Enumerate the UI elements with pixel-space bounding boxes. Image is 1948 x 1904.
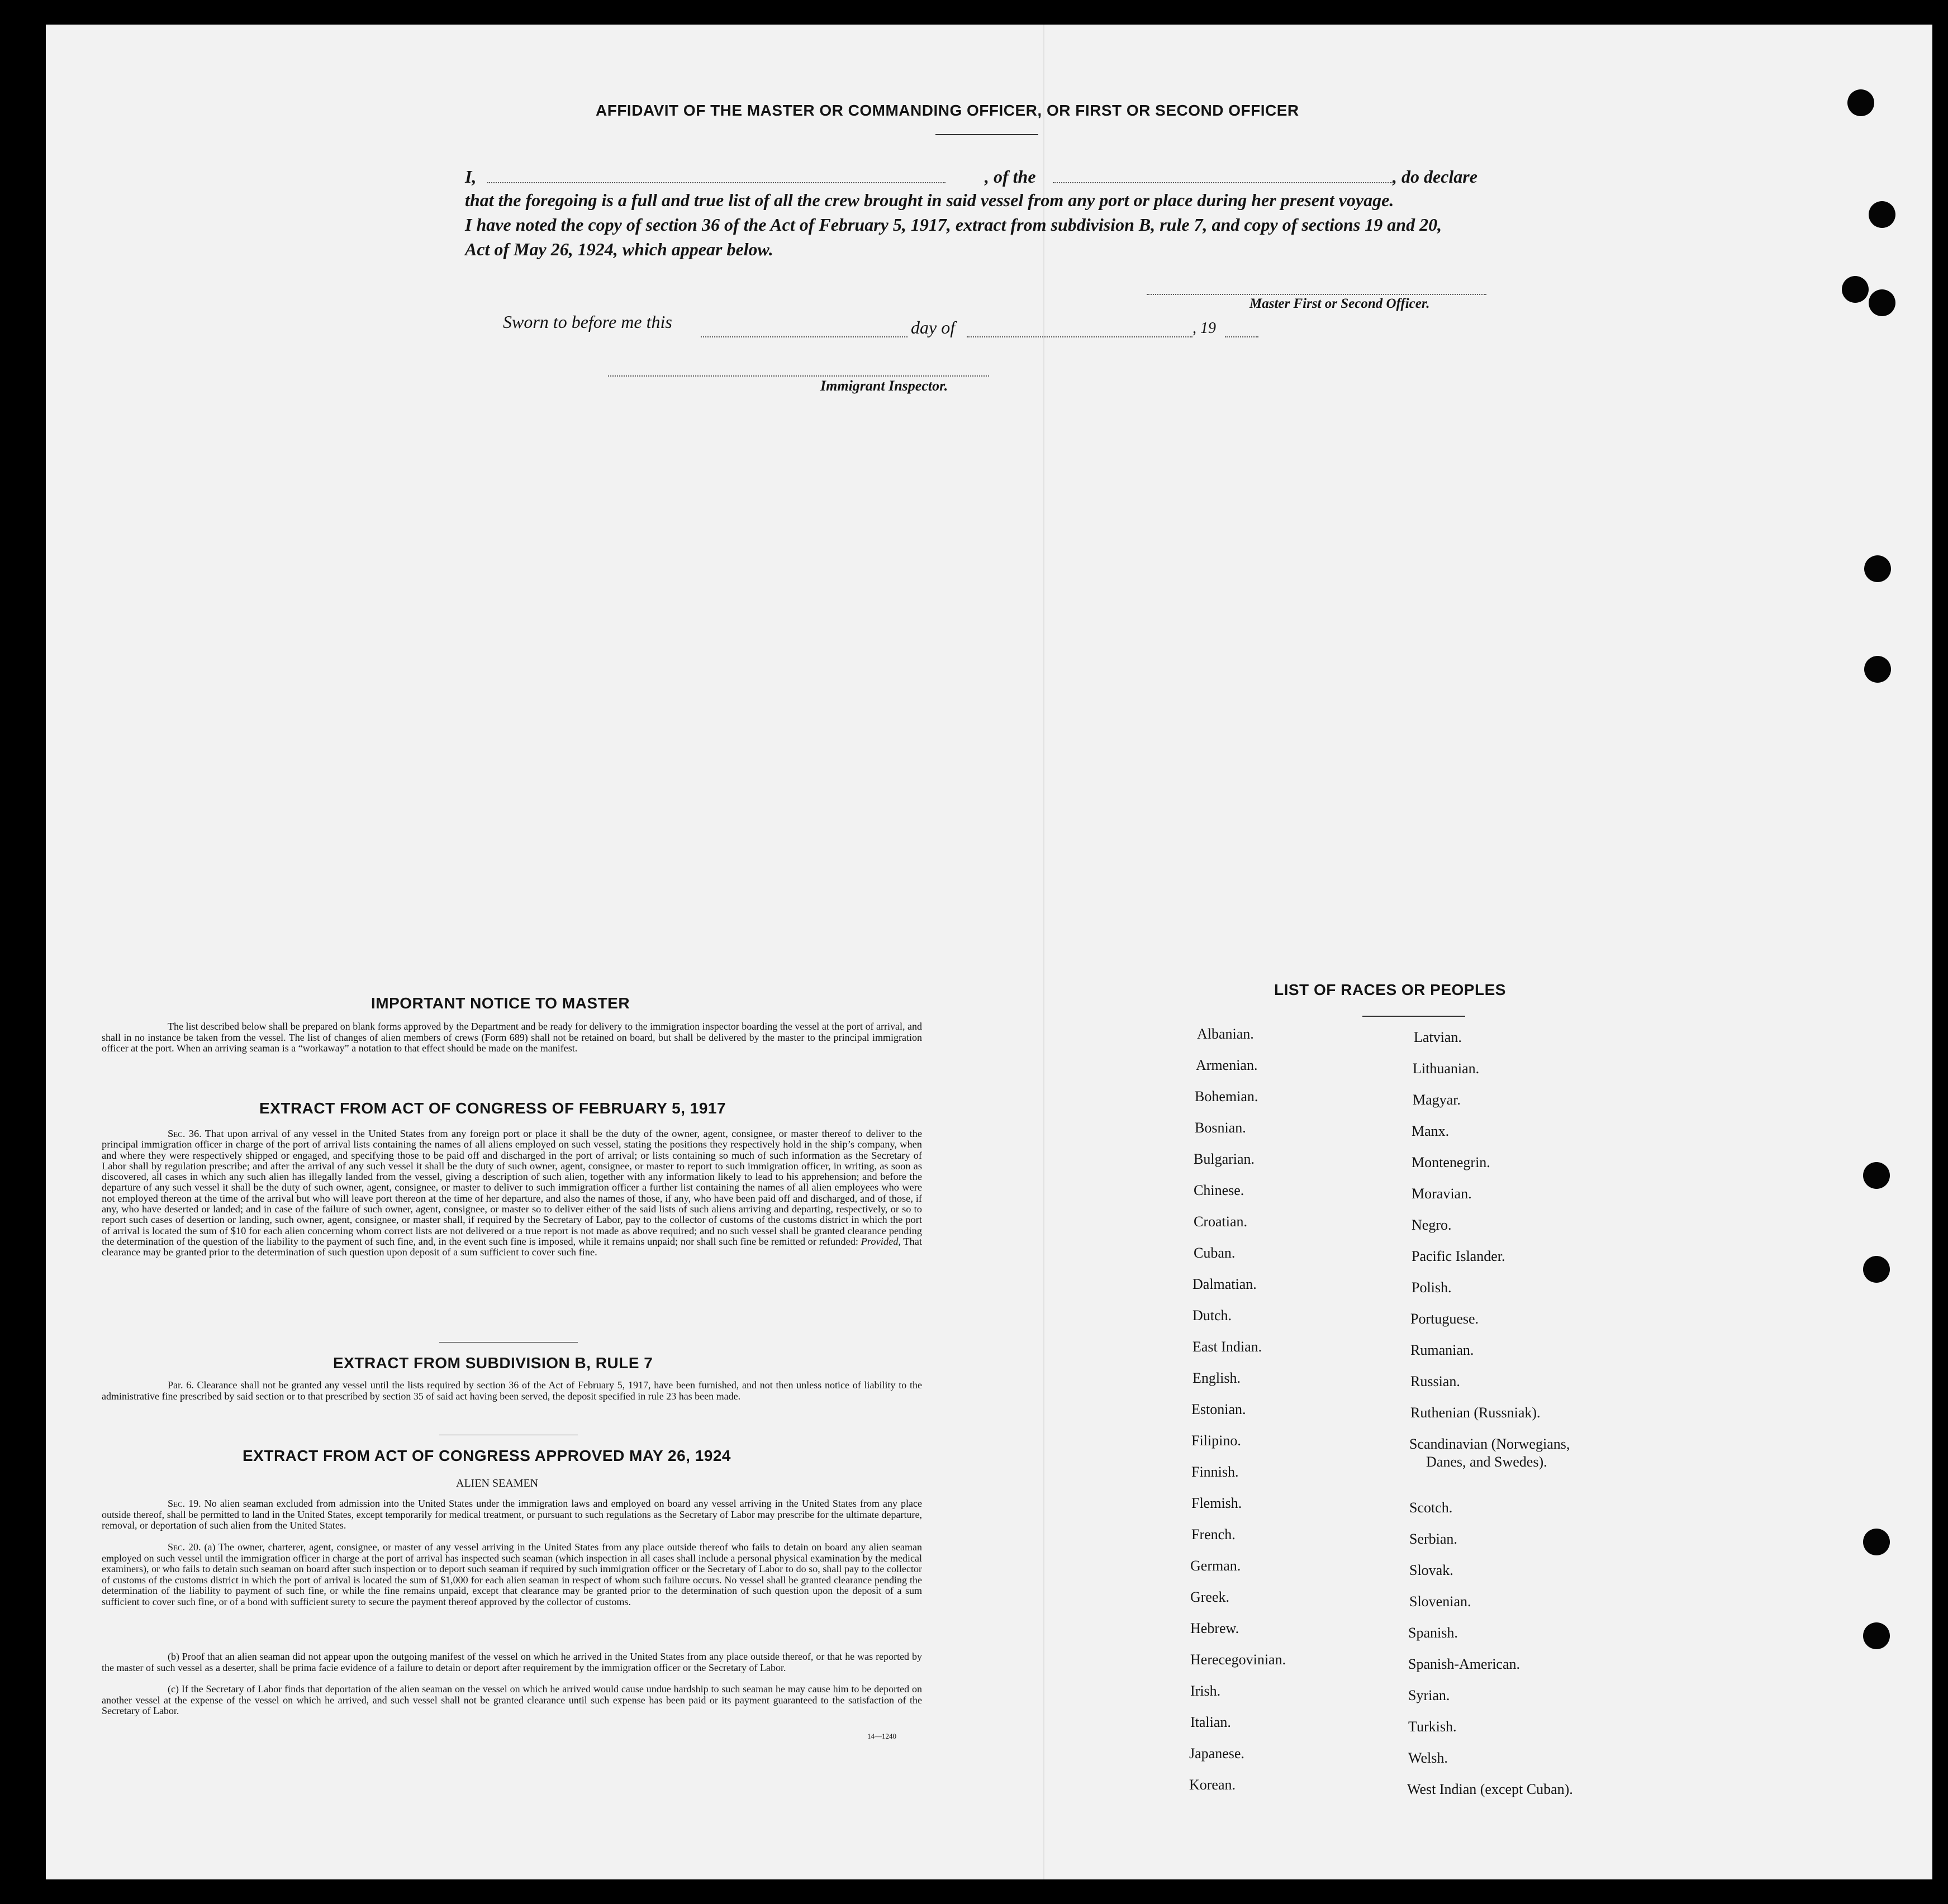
race-item: Moravian.: [1412, 1186, 1472, 1202]
race-item: Portuguese.: [1410, 1311, 1479, 1327]
races-title-rule: [1362, 1016, 1465, 1017]
race-item: Welsh.: [1408, 1750, 1448, 1766]
race-item: Flemish.: [1191, 1495, 1242, 1511]
provided-word: Provided,: [861, 1235, 901, 1247]
notice-body: The list described below shall be prepared on blank forms approved by the Department and be ready for delivery to the immigration inspector boarding the vessel at the port of arrival, and shall in no instance be taken from the vessel. The list of changes of alien members of crews (Form 689) shall not be retained on board, but shall be delivered by the master to the principal immigration officer at the port. When an arriving seaman is a “workaway” a notation to that effect should be made on the manifest.: [102, 1021, 922, 1054]
race-item: Magyar.: [1413, 1092, 1461, 1108]
section-20b-body: (b) Proof that an alien seaman did not appear upon the outgoing manifest of the vessel on which he arrived in the United States from any place outside thereof, or that he was reported by the master of such vessel as a deserter, shall be prima facie evidence of a failure to detain or deport after requirement by the immigration officer or the Secretary of Labor.: [102, 1651, 922, 1673]
race-item: Greek.: [1190, 1589, 1230, 1605]
section-20a-body: [102, 1542, 922, 1608]
extract-1924-title: EXTRACT FROM ACT OF CONGRESS APPROVED MAY 26, 1924: [243, 1447, 731, 1464]
race-item: Spanish.: [1408, 1625, 1458, 1641]
title-rule: [935, 134, 1038, 135]
section-19-text: No alien seaman excluded from admission into the United States under the immigration laws and employed on board any vessel arriving in the United States from any place outside thereof, shall be permitted to land in the United States, except temporarily for medical treatment, or pursuant to such regulations as the Secretary of Labor may prescribe for the ultimate departure, removal, or deportation of such alien from the United States.: [102, 1498, 923, 1531]
sworn-day-field[interactable]: [701, 336, 908, 337]
extract-rule7-body: Par. 6. Clearance shall not be granted any vessel until the lists required by section 36 of the Act of February 5, 1917, have been furnished, and not then unless notice of liability to the administrative fine prescribed by said section or to that prescribed by section 35 of said act having been served, the deposit specified in rule 23 has been made.: [102, 1379, 922, 1402]
race-item: Dalmatian.: [1192, 1276, 1257, 1292]
section-20-label: Sec. 20.: [168, 1541, 201, 1553]
punch-hole: [1869, 289, 1895, 316]
race-item: Montenegrin.: [1412, 1154, 1490, 1170]
race-item: Albanian.: [1197, 1026, 1254, 1042]
race-item: Russian.: [1410, 1373, 1460, 1389]
race-item: Lithuanian.: [1413, 1060, 1480, 1077]
race-item: Polish.: [1412, 1279, 1452, 1296]
declaration-line-1: that the foregoing is a full and true list of all the crew brought in said vessel from any port or place during her present voyage.: [465, 190, 1394, 210]
extract-1917-title: EXTRACT FROM ACT OF CONGRESS OF FEBRUARY 5, 1917: [259, 1099, 726, 1117]
race-item: Irish.: [1190, 1683, 1221, 1699]
divider-rule: [439, 1342, 578, 1343]
form-number: 14—1240: [867, 1732, 896, 1740]
race-item: Slovak.: [1409, 1562, 1453, 1578]
master-name-field[interactable]: [487, 182, 946, 183]
race-item: Bohemian.: [1195, 1088, 1258, 1105]
section-36-label: Sec. 36.: [168, 1128, 202, 1139]
race-item: Spanish-American.: [1408, 1656, 1521, 1672]
race-item: Danes, and Swedes).: [1426, 1454, 1547, 1470]
section-36-text: That upon arrival of any vessel in the United States from any foreign port or place it shall be the duty of the owner, agent, consignee, or master thereof to deliver to the principal immigration officer in charge of the port of arrival lists containing the names of all aliens employed on such vessel, stating the positions they respectively hold in the ship’s company, when and where they were respectively shipped or engaged, and specifying those to be paid off and discharged in the port of arrival; or lists containing so much of such information as the Secretary of Labor shall by regulation prescribe; and after the arrival of any such vessel it shall be the duty of such owner, agent, consignee, or master to report to such immigration officer, in writing, as soon as discovered, all cases in which any such alien has illegally landed from the vessel, giving a description of such alien, together with any information likely to lead to his apprehension; and before the departure of any such vessel it shall be the duty of such owner, agent, consignee, or master to deliver to such immigration officer a further list containing the names of all alien employees who were not employed thereon at the time of the arrival but who will leave port thereon at the time of her departure, and also the names of those, if any, who have been paid off and discharged, and of those, if any, who have deserted or landed; and in case of the failure of such owner, agent, consignee, or master so to deliver either of the said lists of such aliens arriving and departing, respectively, or so to report such cases of desertion or landing, such owner, agent, consignee, or master shall, if required by the Secretary of Labor, pay to the collector of customs of the customs district in which the port of arrival is located the sum of $10 for each alien concerning whom correct lists are not delivered or a true report is not made as above required; and no such vessel shall be granted clearance pending the determination of the question of the liability to the payment of such fine, and, in the event such fine is imposed, while it remains unpaid; nor shall such fine be remitted or refunded:: [102, 1128, 923, 1247]
race-item: Ruthenian (Russniak).: [1410, 1405, 1541, 1421]
race-item: Latvian.: [1414, 1029, 1462, 1045]
punch-hole: [1864, 656, 1891, 683]
race-item: Dutch.: [1192, 1307, 1232, 1324]
race-item: Rumanian.: [1410, 1342, 1474, 1358]
race-item: Korean.: [1189, 1777, 1236, 1793]
punch-hole: [1863, 1162, 1890, 1189]
sworn-label: Sworn to before me this: [503, 312, 672, 332]
master-signature-field[interactable]: [1147, 294, 1486, 295]
race-item: Scandinavian (Norwegians,: [1409, 1436, 1570, 1452]
race-item: Manx.: [1412, 1123, 1450, 1139]
race-item: Estonian.: [1191, 1401, 1246, 1417]
race-item: Syrian.: [1408, 1687, 1450, 1703]
section-20c-body: (c) If the Secretary of Labor finds that deportation of the alien seaman on the vessel on which he arrived would cause undue hardship to such seaman he may cause him to be deported on another vessel at the expense of the vessel on which he arrived, and such vessel shall not be granted clearance until such expense has been paid or its payment guaranteed to the satisfaction of the Secretary of Labor.: [102, 1683, 922, 1717]
race-item: Negro.: [1412, 1217, 1452, 1233]
punch-hole: [1847, 89, 1874, 116]
sworn-year-field[interactable]: [1225, 336, 1258, 337]
race-item: West Indian (except Cuban).: [1407, 1781, 1573, 1797]
punch-hole: [1863, 1256, 1890, 1283]
race-item: Japanese.: [1189, 1745, 1244, 1762]
affidavit-title: AFFIDAVIT OF THE MASTER OR COMMANDING OFFICER, OR FIRST OR SECOND OFFICER: [596, 102, 1299, 119]
race-item: Bulgarian.: [1194, 1151, 1255, 1167]
declaration-line-2: I have noted the copy of section 36 of the Act of February 5, 1917, extract from subdivision B, rule 7, and copy of sections 19 and 20,: [465, 215, 1442, 235]
race-item: English.: [1192, 1370, 1241, 1386]
punch-hole: [1863, 1529, 1890, 1555]
race-item: Filipino.: [1191, 1432, 1241, 1449]
race-item: Italian.: [1190, 1714, 1231, 1730]
race-item: French.: [1191, 1526, 1236, 1543]
race-item: Bosnian.: [1195, 1120, 1246, 1136]
extract-rule7-title: EXTRACT FROM SUBDIVISION B, RULE 7: [333, 1354, 653, 1372]
master-signature-label: Master First or Second Officer.: [1249, 296, 1430, 311]
vessel-name-field[interactable]: [1053, 182, 1393, 183]
form-page: [46, 25, 1932, 1879]
race-item: Pacific Islander.: [1412, 1248, 1505, 1264]
affidavit-i-label: I,: [465, 166, 477, 187]
inspector-signature-field[interactable]: [608, 375, 989, 377]
punch-hole: [1864, 555, 1891, 582]
extract-1917-body: [102, 1129, 922, 1258]
declaration-line-3: Act of May 26, 1924, which appear below.: [465, 239, 773, 259]
race-item: Slovenian.: [1409, 1593, 1471, 1610]
do-declare-label: , do declare: [1393, 166, 1477, 187]
race-item: Finnish.: [1191, 1464, 1239, 1480]
race-item: Croatian.: [1194, 1213, 1248, 1230]
of-the-label: , of the: [985, 166, 1036, 187]
section-36-clearance-text: That clearance may be granted prior to the determination of such question upon deposit of a sum sufficient to cover such fine.: [102, 1235, 922, 1258]
race-item: Armenian.: [1196, 1057, 1258, 1073]
race-item: East Indian.: [1192, 1339, 1262, 1355]
sworn-month-field[interactable]: [967, 336, 1192, 337]
alien-seamen-subtitle: ALIEN SEAMEN: [456, 1477, 539, 1489]
inspector-label: Immigrant Inspector.: [820, 378, 948, 394]
section-20a-text: (a) The owner, charterer, agent, consignee, or master of any vessel arriving in the United States from any place outside thereof who fails to detain on board any alien seaman employed on such vessel until the immigration officer in charge at the port of arrival has inspected such seaman (which inspection in all cases shall include a personal physical examination by the medical examiners), or who fails to detain such seaman on board after such inspection or to deport such seaman if required by such immigration officer or the Secretary of Labor to do so, shall pay to the collector of customs of the customs district in which the port of arrival is located the sum of $1,000 for each alien seaman in respect of whom such failure occurs. No vessel shall be granted clearance pending the determination of the liability to payment of such fine, or while the fine remains unpaid, except that clearance may be granted prior to the determination of such question upon the deposit of a sum sufficient to cover such fine, or of a bond with sufficient surety to secure the payment thereof approved by the collector of customs.: [102, 1541, 922, 1607]
race-item: Hebrew.: [1190, 1620, 1239, 1636]
punch-hole: [1863, 1622, 1890, 1649]
section-19-body: [102, 1498, 922, 1531]
race-item: German.: [1190, 1558, 1241, 1574]
notice-title: IMPORTANT NOTICE TO MASTER: [371, 994, 630, 1012]
races-title: LIST OF RACES OR PEOPLES: [1274, 981, 1506, 998]
punch-hole: [1842, 276, 1869, 303]
section-19-label: Sec. 19.: [168, 1498, 201, 1509]
year-label: , 19: [1192, 320, 1216, 337]
race-item: Herecegovinian.: [1190, 1651, 1286, 1668]
race-item: Cuban.: [1194, 1245, 1236, 1261]
race-item: Scotch.: [1409, 1500, 1453, 1516]
race-item: Turkish.: [1408, 1719, 1457, 1735]
race-item: Chinese.: [1194, 1182, 1244, 1198]
fold-crease: [1043, 25, 1044, 1879]
punch-hole: [1869, 201, 1895, 228]
day-of-label: day of: [911, 317, 956, 337]
race-item: Serbian.: [1409, 1531, 1457, 1547]
